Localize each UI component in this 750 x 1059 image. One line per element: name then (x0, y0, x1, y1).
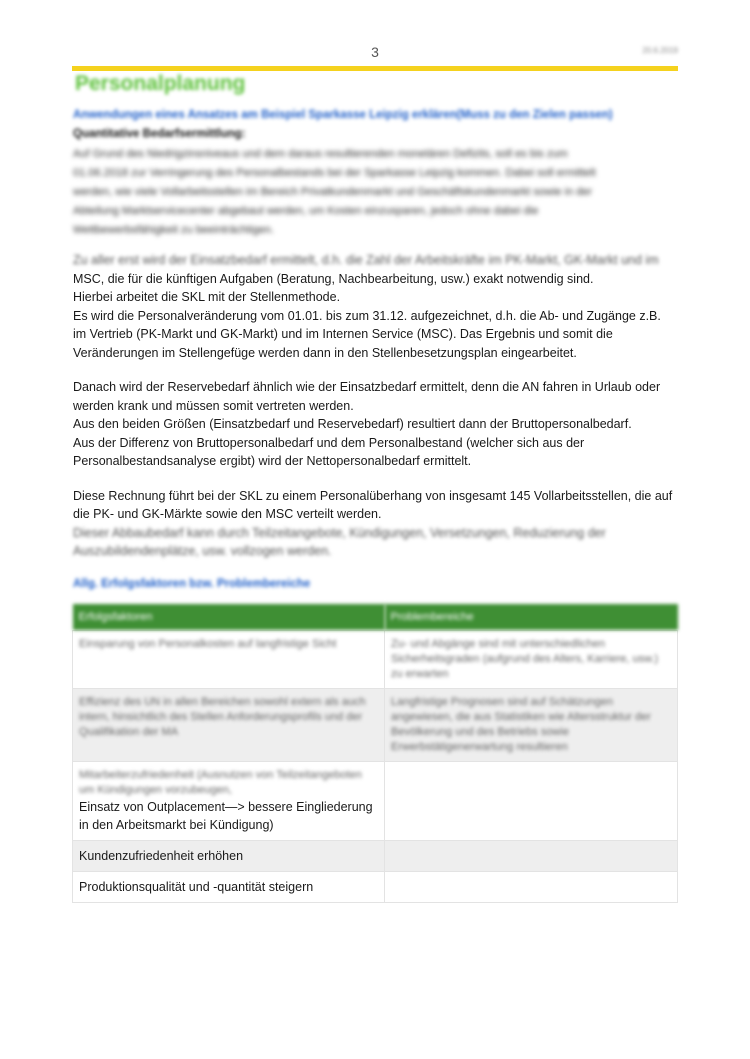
intro-line: 01.06.2018 zur Verringerung des Personalbestands bei der Sparkasse Leipzig kommen. Dabei soll ermittelt (73, 167, 596, 179)
table-cell (73, 762, 385, 841)
table-row (73, 841, 678, 872)
cell-text: Einsatz von Outplacement—> bessere Eingliederung in den Arbeitsmarkt bei Kündigung) (79, 800, 373, 832)
factors-table (72, 604, 678, 903)
body-line: MSC, die für die künftigen Aufgaben (Beratung, Nachbearbeitung, usw.) exakt notwendig sind. (73, 272, 594, 286)
body-line: Veränderungen im Stellengefüge werden dann in den Stellenbesetzungsplan eingearbeitet. (73, 346, 577, 360)
table-cell (73, 631, 385, 689)
header-rule (72, 66, 678, 71)
cell-text-blurred: Mitarbeiterzufriedenheit (Ausnutzen von Teilzeitangeboten um Kündigungen vorzubeugen, (79, 769, 362, 796)
table-row (73, 631, 678, 689)
column-header-problem-areas: Problembereiche (385, 604, 678, 631)
page-date: 20.6.2019 (642, 46, 678, 55)
cell-text: Langfristige Prognosen sind auf Schätzungen angewiesen, die aus Statistiken wie Altersstruktur der Bevölkerung und des Betriebs sowie Erwerbstätigenerwartung resultieren (391, 696, 651, 753)
section-heading-factors: Allg. Erfolgsfaktoren bzw. Problembereiche (73, 578, 311, 590)
table-cell (385, 841, 678, 872)
blurred-body-line: Auszubildendenplätze, usw. vollzogen werden. (73, 544, 332, 558)
body-line: Aus der Differenz von Bruttopersonalbedarf und dem Personalbestand (welcher sich aus der (73, 436, 585, 450)
body-line: Diese Rechnung führt bei der SKL zu einem Personalüberhang von insgesamt 145 Vollarbeitsstellen, die auf (73, 489, 673, 503)
table-cell (385, 689, 678, 762)
table-cell (73, 689, 385, 762)
body-line: werden krank und müssen somit vertreten werden. (73, 399, 354, 413)
table-cell: Kundenzufriedenheit erhöhen (73, 841, 385, 872)
table-header-row (73, 604, 678, 631)
blurred-body-line: Zu aller erst wird der Einsatzbedarf ermittelt, d.h. die Zahl der Arbeitskräfte im PK-Markt, GK-Markt und im (73, 253, 659, 267)
table-cell (385, 631, 678, 689)
intro-line: werden, wie viele Vollarbeitsstellen im Bereich Privatkundenmarkt und Geschäftskundenmarkt sowie in der (73, 186, 593, 198)
subheading-quantitative: Quantitative Bedarfsermittlung: (73, 128, 246, 140)
body-line: Hierbei arbeitet die SKL mit der Stellenmethode. (73, 290, 341, 304)
table-row (73, 762, 678, 841)
column-header-success-factors: Erfolgsfaktoren (73, 604, 385, 631)
body-line: Aus den beiden Größen (Einsatzbedarf und Reservebedarf) resultiert dann der Bruttopersonalbedarf. (73, 417, 632, 431)
page-title: Personalplanung (75, 72, 246, 95)
body-line: Personalbestandsanalyse ergibt) wird der Nettopersonalbedarf ermittelt. (73, 454, 472, 468)
table-row (73, 689, 678, 762)
table-row (73, 872, 678, 903)
blurred-intro-paragraph (73, 145, 673, 240)
blurred-body-line: Dieser Abbaubedarf kann durch Teilzeitangebote, Kündigungen, Versetzungen, Reduzierung der (73, 526, 606, 540)
section-heading-application: Anwendungen eines Ansatzes am Beispiel Sparkasse Leipzig erklären(Muss zu den Zielen passen) (73, 109, 613, 121)
body-line: Danach wird der Reservebedarf ähnlich wie der Einsatzbedarf ermittelt, denn die AN fahren in Urlaub oder (73, 380, 661, 394)
table-cell (385, 762, 678, 841)
intro-line: Abteilung Marktservicecenter abgebaut werden, um Kosten einzusparen, jedoch ohne dabei die (73, 205, 539, 217)
cell-text: Einsparung von Personalkosten auf langfristige Sicht (79, 638, 337, 650)
cell-text: Effizienz des UN in allen Bereichen sowohl extern als auch intern, hinsichtlich des Stellen Anforderungsprofils und der Qualifikation der MA (79, 696, 366, 738)
cell-text: Zu- und Abgänge sind mit unterschiedlichen Sicherheitsgraden (aufgrund des Alters, Karriere, usw.) zu erwarten (391, 638, 659, 680)
table-cell (385, 872, 678, 903)
intro-line: Wettbewerbsfähigkeit zu beeinträchtigen. (73, 224, 274, 236)
table-cell: Produktionsqualität und -quantität steigern (73, 872, 385, 903)
body-line: Es wird die Personalveränderung vom 01.01. bis zum 31.12. aufgezeichnet, d.h. die Ab- und Zugänge z.B. (73, 309, 661, 323)
page-number: 3 (371, 44, 379, 60)
body-line: im Vertrieb (PK-Markt und GK-Markt) und im Internen Service (MSC). Das Ergebnis und somit die (73, 327, 613, 341)
body-line: die PK- und GK-Märkte sowie den MSC verteilt werden. (73, 507, 382, 521)
intro-line: Auf Grund des Niedrigzinsniveaus und dem daraus resultierenden monetären Defizits, soll es bis zum (73, 148, 568, 160)
